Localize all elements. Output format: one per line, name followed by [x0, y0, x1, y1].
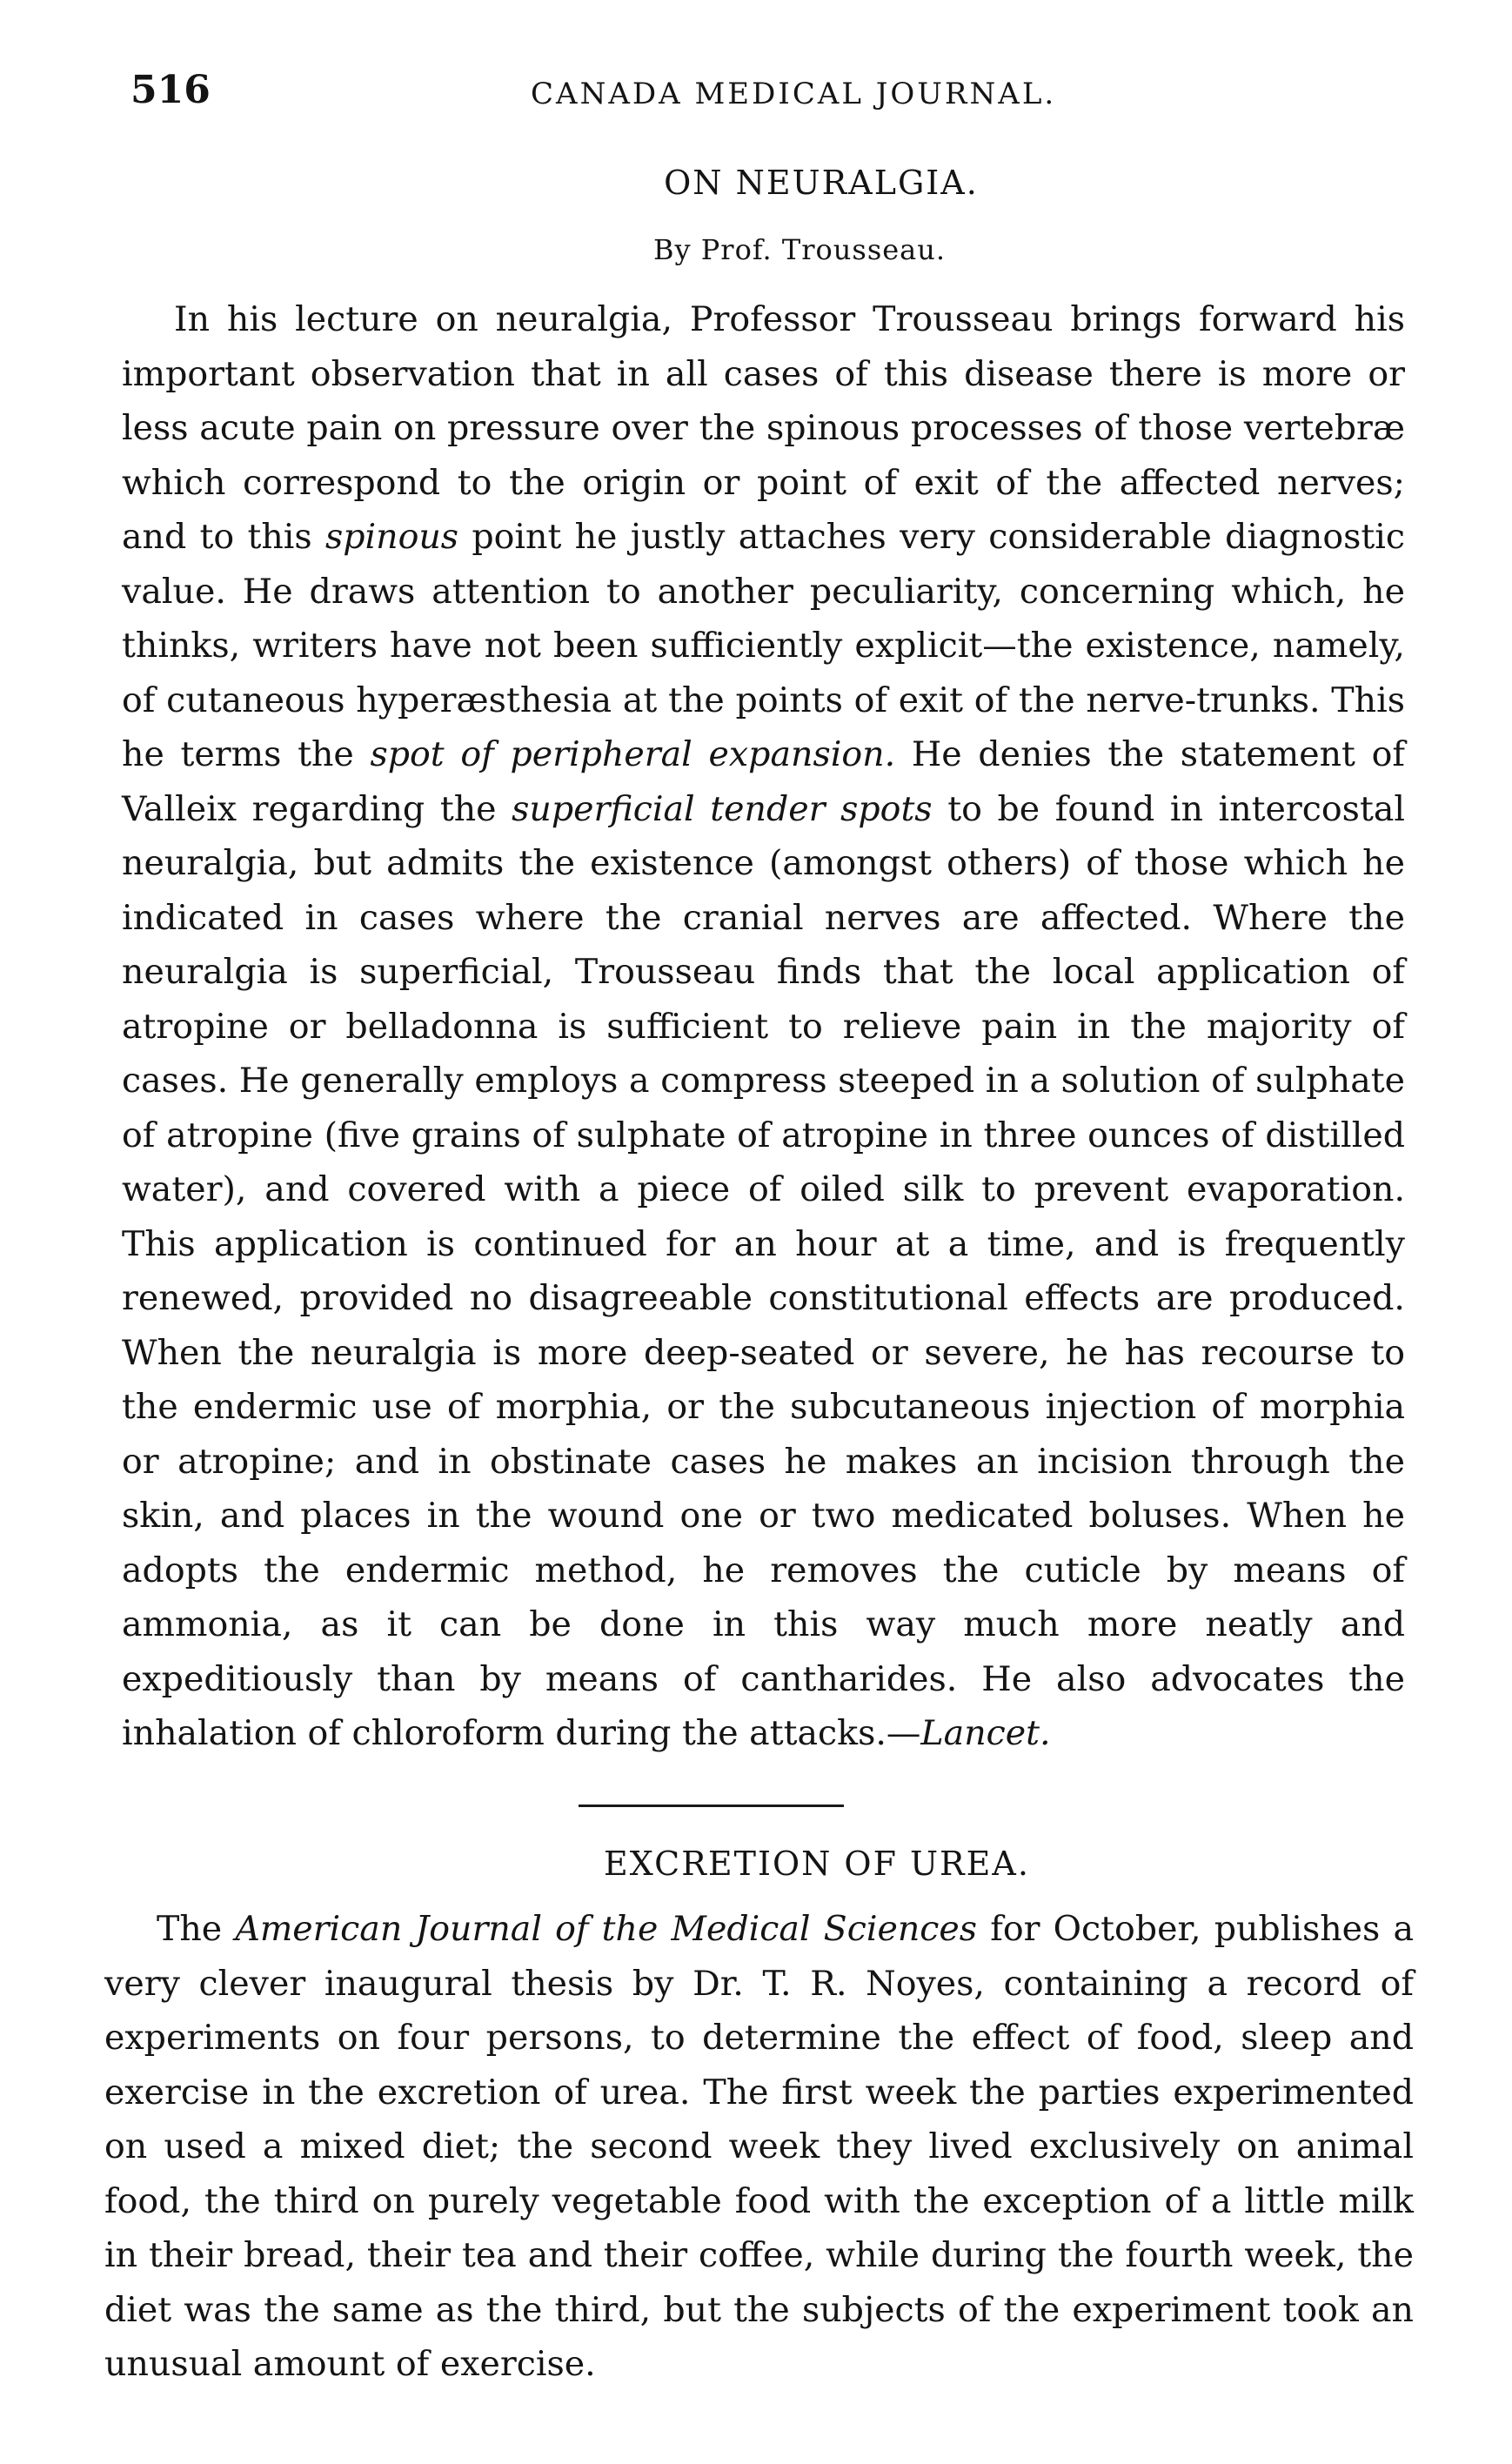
section-divider	[579, 1804, 844, 1807]
italic-run: spot of peripheral expansion.	[370, 734, 896, 774]
text-run: In his lecture on neuralgia, Professor Trousseau brings forward his important observation that in all cases of this disease there is more or less acute pain on pressure over the spinous processes of those vertebræ which correspond to the origin or point of exit of the affected nerves; and to this	[122, 299, 1405, 557]
text-run: The	[157, 1909, 236, 1949]
journal-name: American Journal of the Medical Sciences	[235, 1909, 978, 1949]
text-run: to be found in intercostal neuralgia, but admits the existence (amongst others) of those which he indicated in cases where the cranial nerves are affected. Where the neuralgia is superficial, Trousseau finds that the local application of atropine or belladonna is sufficient to relieve pain in the majority of cases. He generally employs a compress steeped in a solution of sulphate of atropine (five grains of sulphate of atropine in three ounces of distilled water), and covered with a piece of oiled silk to prevent evaporation. This application is continued for an hour at a time, and is frequently renewed, provided no disagreeable constitutional effects are produced. When the neuralgia is more deep-seated or severe, he has recourse to the endermic use of morphia, or the subcutaneous injection of morphia or atropine; and in obstinate cases he makes an incision through the skin, and places in the wound one or two medicated boluses. When he adopts the endermic method, he removes the cuticle by means of ammonia, as it can be done in this way much more neatly and expeditiously than by means of cantharides. He also advocates the inhalation of chloroform during the attacks.—	[122, 788, 1405, 1753]
article-body-urea	[104, 1902, 1414, 2392]
article-byline: By Prof. Trousseau.	[652, 233, 947, 266]
article-title-neuralgia: ON NEURALGIA.	[664, 164, 979, 202]
running-head: CANADA MEDICAL JOURNAL.	[531, 77, 1057, 111]
italic-run: superficial tender spots	[512, 788, 933, 829]
article-title-urea: EXCRETION OF UREA.	[604, 1845, 1030, 1883]
page-header	[130, 68, 1418, 120]
source-citation: Lancet.	[920, 1713, 1051, 1753]
text-run: He denies the statement of Valleix regarding the	[122, 734, 1405, 829]
text-run: for October, publishes a very clever inaugural thesis by Dr. T. R. Noyes, containing a record of experiments on four persons, to determine the effect of food, sleep and exercise in the excretion of urea. The first week the parties experimented on used a mixed diet; the second week they lived exclusively on animal food, the third on purely vegetable food with the exception of a little milk in their bread, their tea and their coffee, while during the fourth week, the diet was the same as the third, but the subjects of the experiment took an unusual amount of exercise.	[104, 1909, 1415, 2384]
page-number: 516	[130, 68, 211, 112]
article-body-neuralgia	[122, 292, 1405, 1761]
italic-run: spinous	[324, 517, 459, 557]
text-run: point he justly attaches very considerable diagnostic value. He draws attention to another peculiarity, concerning which, he thinks, writers have not been sufficiently explicit—the existence, namely, of cutaneous hyperæsthesia at the points of exit of the nerve-trunks. This he terms the	[122, 517, 1405, 774]
